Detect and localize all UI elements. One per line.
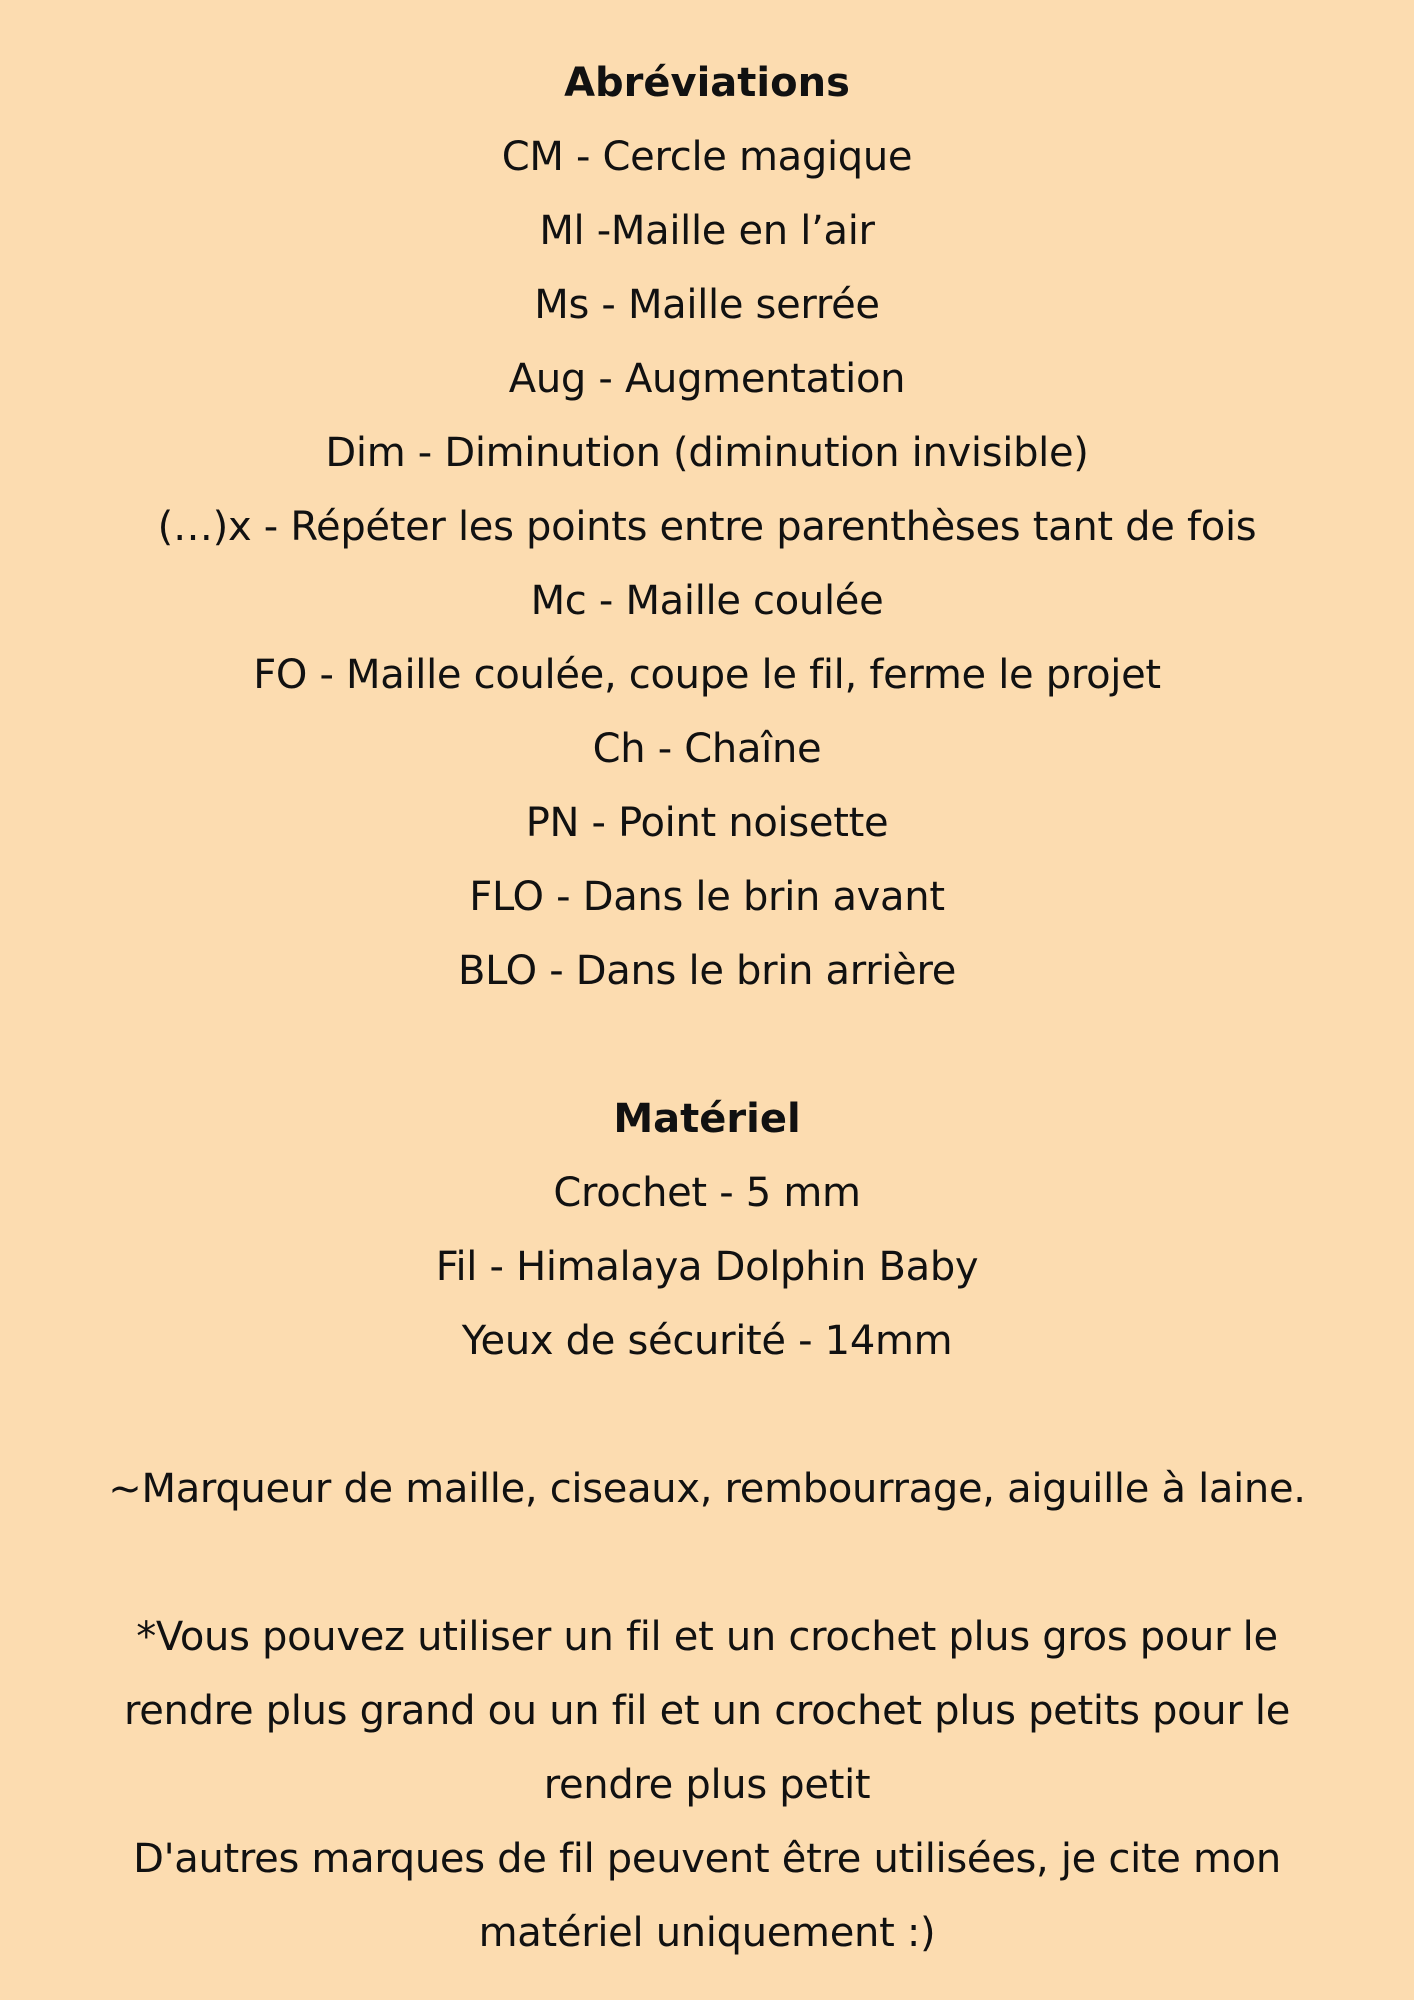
abbreviation-item: PN - Point noisette <box>525 800 889 846</box>
abbreviation-item: CM - Cercle magique <box>501 134 913 180</box>
abbreviation-item: Aug - Augmentation <box>508 356 906 402</box>
note-line: rendre plus petit <box>543 1762 871 1808</box>
abbreviation-item: (…)x - Répéter les points entre parenthèses tant de fois <box>157 504 1257 550</box>
materials-extras: ~Marqueur de maille, ciseaux, rembourrage, aiguille à laine. <box>108 1466 1306 1512</box>
note-line: D'autres marques de fil peuvent être utilisées, je cite mon <box>133 1836 1281 1882</box>
abbreviation-item: FLO - Dans le brin avant <box>469 874 945 920</box>
abbreviation-item: BLO - Dans le brin arrière <box>457 948 957 994</box>
section-spacer <box>0 1378 1414 1452</box>
section-spacer <box>0 1526 1414 1600</box>
section-spacer <box>0 1008 1414 1082</box>
note-line: rendre plus grand ou un fil et un crochet plus petits pour le <box>123 1688 1291 1734</box>
material-item: Yeux de sécurité - 14mm <box>461 1318 953 1364</box>
note-section <box>0 1600 1414 1970</box>
material-item: Fil - Himalaya Dolphin Baby <box>435 1244 979 1290</box>
abbreviation-item: Ml -Maille en l’air <box>539 208 875 254</box>
abbreviation-item: FO - Maille coulée, coupe le fil, ferme le projet <box>253 652 1161 698</box>
material-item: Crochet - 5 mm <box>553 1170 861 1216</box>
materials-title: Matériel <box>613 1096 801 1142</box>
note-line: *Vous pouvez utiliser un fil et un crochet plus gros pour le <box>136 1614 1278 1660</box>
abbreviation-item: Mc - Maille coulée <box>530 578 884 624</box>
materials-section <box>0 1082 1414 1526</box>
abbreviations-title: Abréviations <box>564 60 850 106</box>
abbreviation-item: Ms - Maille serrée <box>534 282 880 328</box>
abbreviation-item: Ch - Chaîne <box>592 726 822 772</box>
abbreviations-section <box>0 46 1414 1008</box>
abbreviation-item: Dim - Diminution (diminution invisible) <box>325 430 1089 476</box>
note-line: matériel uniquement :) <box>478 1910 936 1956</box>
